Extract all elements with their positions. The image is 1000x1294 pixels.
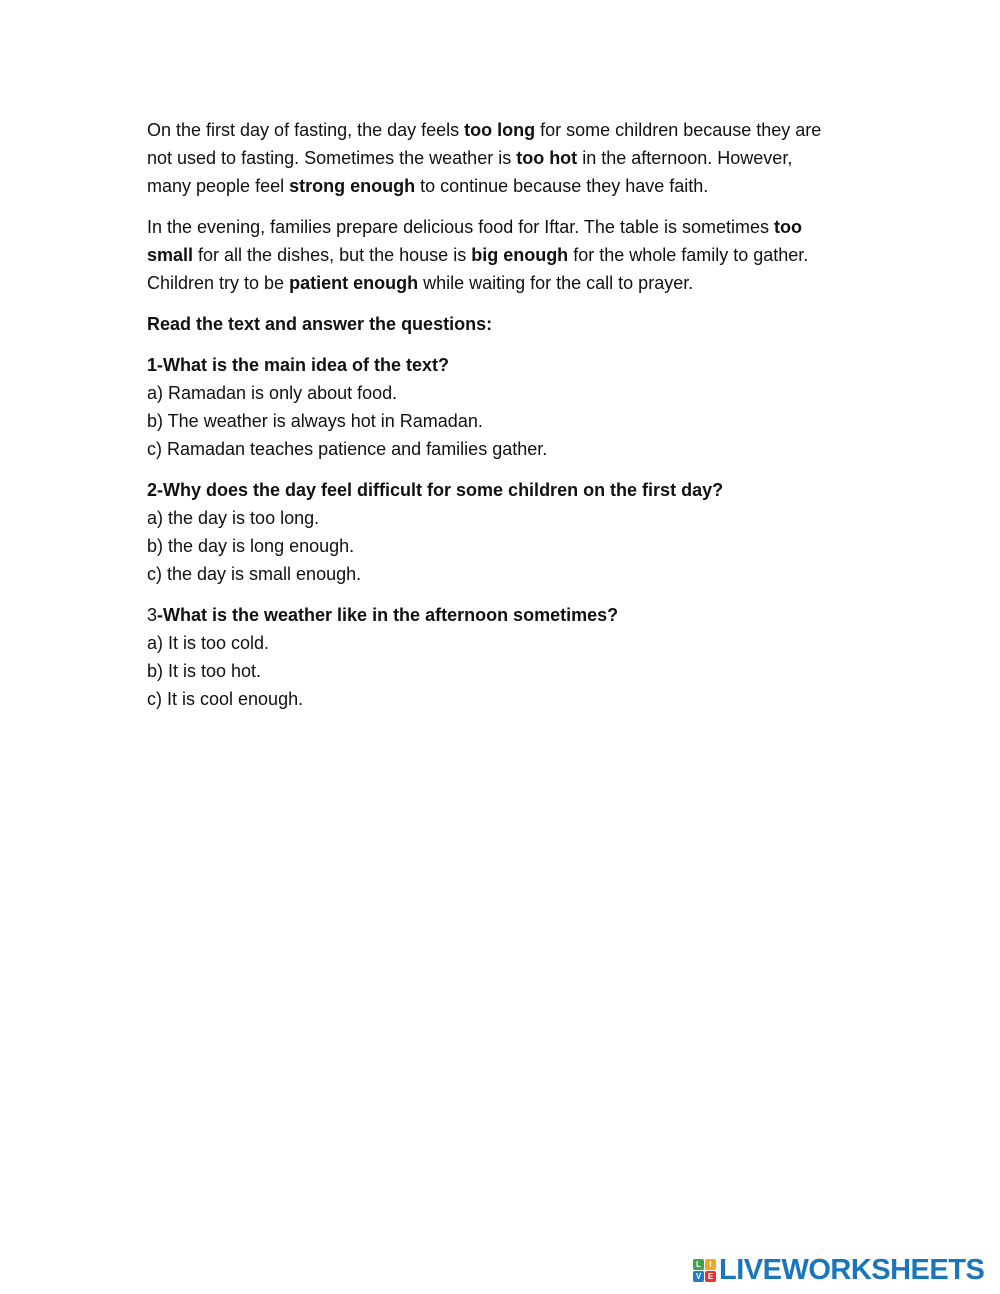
logo-wordmark: LIVEWORKSHEETS — [719, 1254, 985, 1286]
question-3 — [147, 601, 867, 713]
question-title: 2-Why does the day feel difficult for some children on the first day? — [147, 480, 724, 500]
passage-line: not used to fasting. Sometimes the weather is too hot in the afternoon. However, — [147, 148, 793, 168]
question-title: 1-What is the main idea of the text? — [147, 355, 450, 375]
answer-option: c) the day is small enough. — [147, 564, 362, 584]
answer-option: a) the day is too long. — [147, 508, 320, 528]
passage-line: Children try to be patient enough while waiting for the call to prayer. — [147, 273, 694, 293]
question-number: 3 — [147, 605, 158, 625]
passage-paragraph-2 — [147, 213, 867, 297]
answer-option: b) The weather is always hot in Ramadan. — [147, 411, 483, 431]
worksheet-content — [147, 116, 867, 726]
liveworksheets-logo-icon: L I V E — [693, 1259, 716, 1282]
answer-option: b) the day is long enough. — [147, 536, 355, 556]
passage-paragraph-1 — [147, 116, 867, 200]
passage-line: In the evening, families prepare delicious food for Iftar. The table is sometimes too — [147, 217, 802, 237]
question-1 — [147, 351, 867, 463]
liveworksheets-logo — [693, 1256, 984, 1284]
answer-option: a) Ramadan is only about food. — [147, 383, 398, 403]
answer-option: a) It is too cold. — [147, 633, 270, 653]
question-title: 3-What is the weather like in the afternoon sometimes? — [147, 605, 619, 625]
answer-option: c) Ramadan teaches patience and families gather. — [147, 439, 548, 459]
passage-line: On the first day of fasting, the day feels too long for some children because they are — [147, 120, 822, 140]
instruction-heading: Read the text and answer the questions: — [147, 314, 493, 334]
question-2 — [147, 476, 867, 588]
answer-option: b) It is too hot. — [147, 661, 262, 681]
answer-option: c) It is cool enough. — [147, 689, 304, 709]
passage-line: many people feel strong enough to continue because they have faith. — [147, 176, 709, 196]
passage-line: small for all the dishes, but the house is big enough for the whole family to gather. — [147, 245, 809, 265]
